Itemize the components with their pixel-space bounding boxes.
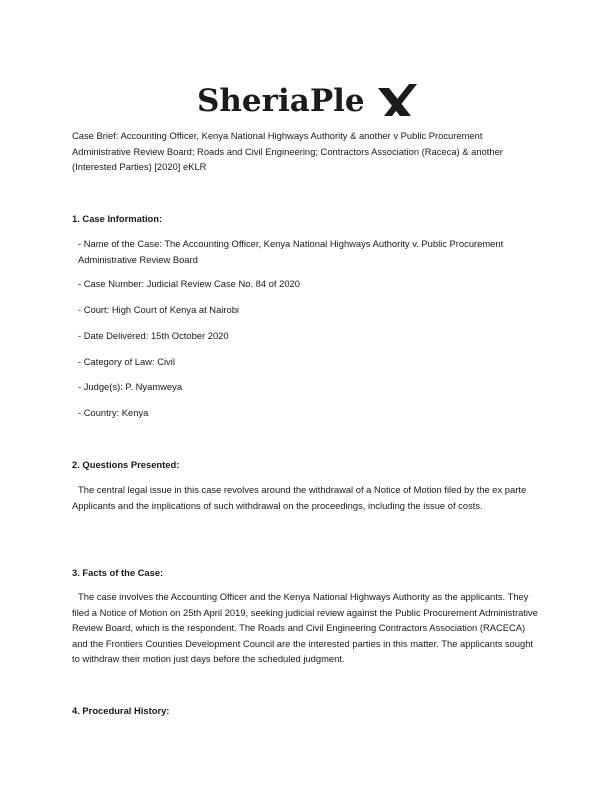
case-info-item: - Court: High Court of Kenya at Nairobi	[78, 304, 240, 315]
questions-paragraph: The central legal issue in this case revolves around the withdrawal of a Notice of Motion filed by the ex parte Applicants and the implications of such withdrawal on the proceedings, including the issue of costs.	[72, 484, 527, 511]
logo-image	[191, 78, 421, 120]
case-info-item: - Country: Kenya	[78, 407, 149, 418]
section-heading-facts: 3. Facts of the Case:	[72, 567, 164, 578]
logo-wordmark: SheriaPle	[197, 83, 365, 119]
case-info-item: - Category of Law: Civil	[78, 356, 175, 367]
sheriaplex-logo	[0, 78, 612, 120]
case-info-item: - Case Number: Judicial Review Case No. 84 of 2020	[78, 278, 300, 289]
section-heading-case-information: 1. Case Information:	[72, 213, 163, 224]
logo-x-mark	[378, 84, 417, 116]
case-info-item: - Date Delivered: 15th October 2020	[78, 330, 229, 341]
facts-paragraph: The case involves the Accounting Officer and the Kenya National Highways Authority as the applicants. They filed a Notice of Motion on 25th April 2019, seeking judicial review against the Public Procurement Administrative Review Board, which is the respondent. The Roads and Civil Engineering Contractors Association (RACECA) and the Frontiers Counties Development Council are the interested parties in this matter. The applicants sought to withdraw their motion just days before the scheduled judgment.	[72, 591, 538, 665]
section-heading-questions: 2. Questions Presented:	[72, 459, 180, 470]
case-brief-title: Case Brief: Accounting Officer, Kenya National Highways Authority & another v Public Procurement Administrative Review Board; Roads and Civil Engineering; Contractors Association (Raceca) & another (Interested Parties) [2020] eKLR	[72, 130, 503, 173]
case-info-item: - Name of the Case: The Accounting Officer, Kenya National Highways Authority v. Public Procurement Administrative Review Board	[78, 238, 504, 265]
case-info-item: - Judge(s): P. Nyamweya	[78, 381, 183, 392]
section-heading-procedural-history: 4. Procedural History:	[72, 705, 170, 716]
